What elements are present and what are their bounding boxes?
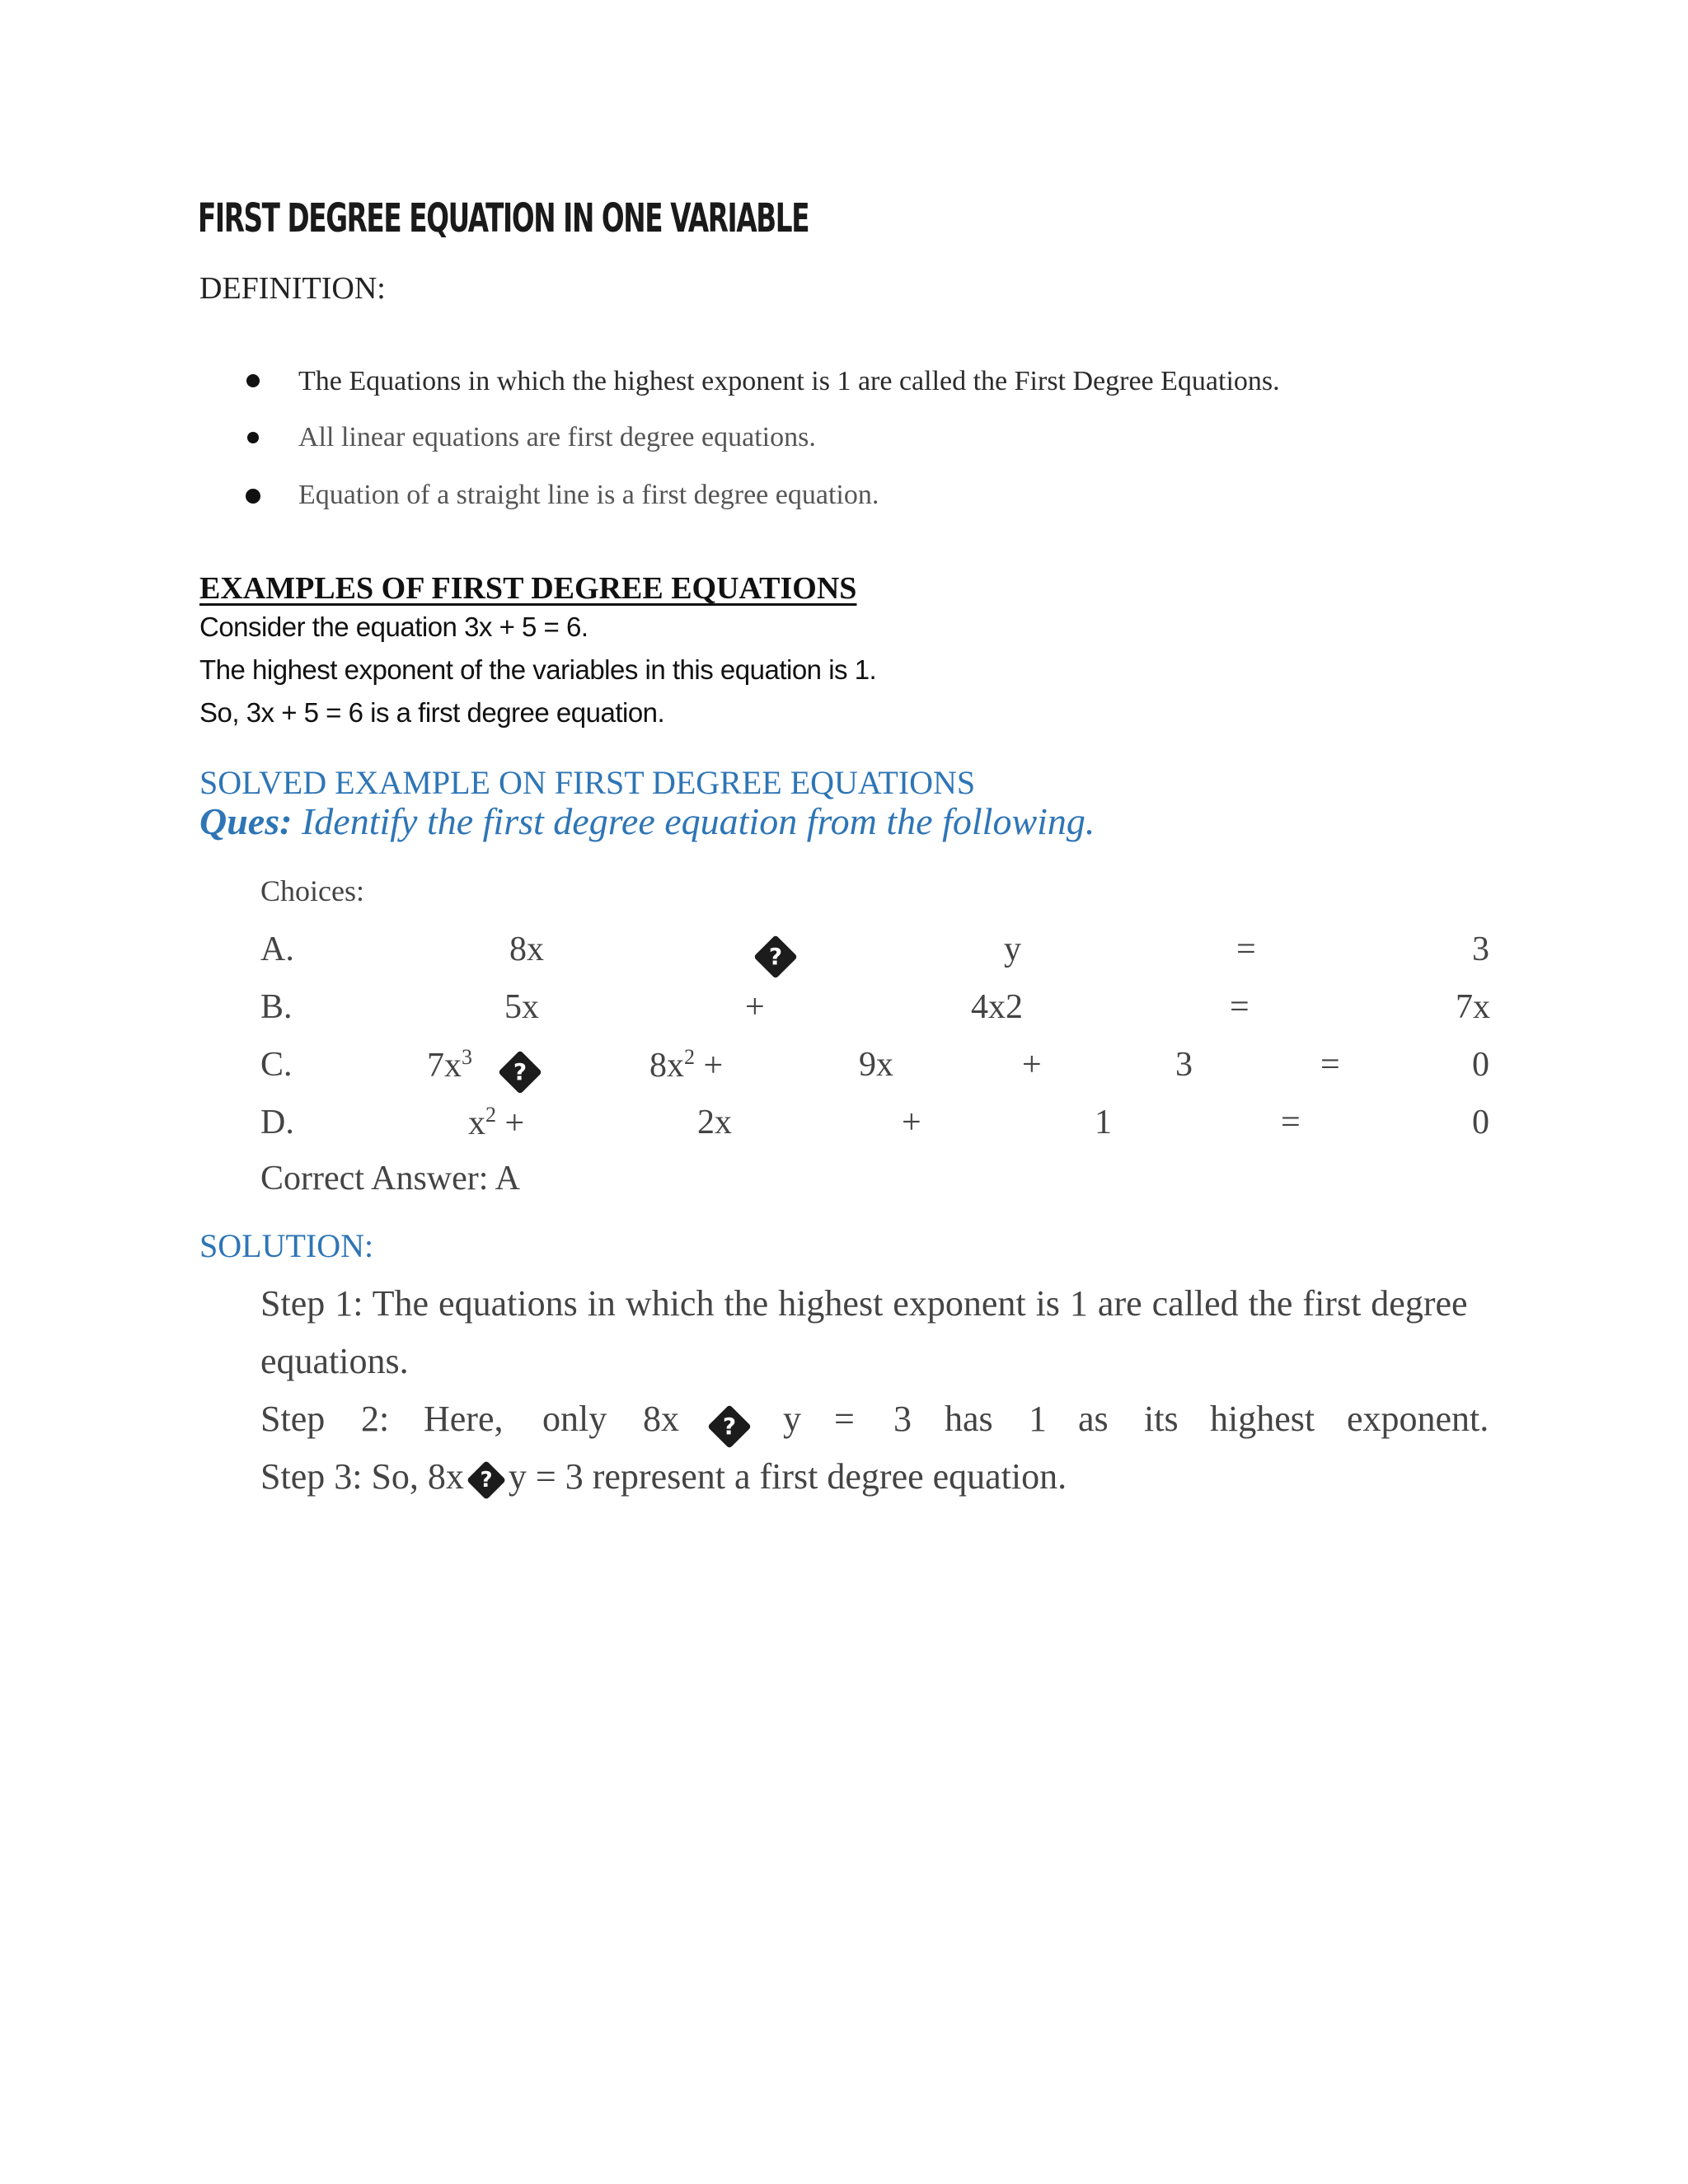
choice-term: = — [1281, 1104, 1301, 1141]
step-word: Step — [260, 1399, 326, 1439]
choice-term: $7x^3$ — [427, 1045, 472, 1085]
examples-heading: EXAMPLES OF FIRST DEGREE EQUATIONS — [199, 571, 857, 606]
correct-answer: Correct Answer: A — [260, 1160, 520, 1197]
step-3-text-before: Step 3: So, 8x — [260, 1456, 464, 1497]
solution-step-1-line-2: equations. — [260, 1341, 409, 1381]
step-word: y — [783, 1399, 801, 1439]
bullet-text: All linear equations are first degree equations. — [298, 422, 816, 452]
step-word: 1 — [1029, 1399, 1047, 1439]
step-3-text-after: y = 3 represent a first degree equation. — [508, 1456, 1067, 1497]
choice-term: 3 — [1472, 930, 1489, 968]
step-word: = — [834, 1399, 855, 1439]
choice-term: 8x — [509, 930, 544, 968]
choice-letter: B. — [260, 988, 293, 1026]
choice-term: $x^2$ + — [468, 1103, 525, 1142]
page-title: FIRST DEGREE EQUATION IN ONE VARIABLE — [198, 195, 809, 241]
example-line: So, 3x + 5 = 6 is a first degree equation. — [199, 697, 665, 728]
step-word: Here, — [424, 1399, 504, 1439]
choice-term: 0 — [1472, 1104, 1489, 1141]
step-word: 3 — [893, 1399, 912, 1439]
missing-glyph-icon: ? — [504, 1050, 536, 1090]
solution-label: SOLUTION: — [199, 1227, 374, 1264]
choice-letter: D. — [260, 1104, 294, 1141]
choice-term: y — [1004, 930, 1021, 968]
step-word: 2: — [361, 1399, 390, 1439]
solved-example-heading: SOLVED EXAMPLE ON FIRST DEGREE EQUATIONS — [199, 764, 976, 801]
bullet-text: Equation of a straight line is a first degree equation. — [298, 480, 879, 510]
question-text: Identify the first degree equation from the following. — [301, 800, 1095, 842]
choice-term: 9x — [859, 1046, 893, 1084]
choice-term: + — [1022, 1046, 1042, 1084]
choice-term: = — [1230, 988, 1250, 1026]
choice-term: + — [902, 1104, 921, 1141]
question — [199, 799, 1095, 843]
step-word: 8x — [643, 1399, 679, 1439]
step-word: only — [542, 1399, 607, 1439]
step-word: its — [1144, 1399, 1179, 1439]
step-word: exponent. — [1347, 1399, 1489, 1439]
choices-label: Choices: — [260, 874, 364, 907]
choice-term: 4x2 — [971, 988, 1023, 1026]
definition-label: DEFINITION: — [199, 271, 386, 306]
bullet-text: The Equations in which the highest exponent is 1 are called the First Degree Equations. — [298, 366, 1280, 396]
step-word: highest — [1210, 1399, 1315, 1439]
question-label: Ques: — [199, 800, 293, 842]
missing-glyph-icon: ? — [714, 1404, 745, 1444]
choice-term: 2x — [697, 1104, 732, 1141]
choice-term: 7x — [1456, 988, 1490, 1026]
choice-term: 1 — [1095, 1104, 1112, 1141]
choice-term: + — [745, 988, 765, 1026]
bullet-dot-icon — [247, 432, 259, 443]
example-line: The highest exponent of the variables in this equation is 1. — [199, 654, 877, 685]
step-word: has — [945, 1399, 993, 1439]
choice-letter: A. — [260, 930, 294, 968]
bullet-dot-icon — [246, 489, 260, 504]
missing-glyph-icon: ? — [760, 935, 791, 974]
choice-letter: C. — [260, 1046, 293, 1084]
solution-step-3 — [260, 1455, 1067, 1497]
example-line: Consider the equation 3x + 5 = 6. — [199, 612, 588, 642]
choice-term: 5x — [504, 988, 539, 1026]
choice-term: = — [1320, 1046, 1340, 1084]
step-word: as — [1078, 1399, 1109, 1439]
choice-term: 3 — [1175, 1046, 1193, 1084]
missing-glyph-icon: ? — [472, 1455, 500, 1483]
choice-term: $8x^2$ + — [649, 1045, 724, 1085]
choice-term: = — [1236, 930, 1256, 968]
solution-step-1-line-1: Step 1: The equations in which the highest exponent is 1 are called the first degree — [260, 1283, 1468, 1324]
choice-term: 0 — [1472, 1046, 1489, 1084]
bullet-dot-icon — [246, 374, 260, 387]
